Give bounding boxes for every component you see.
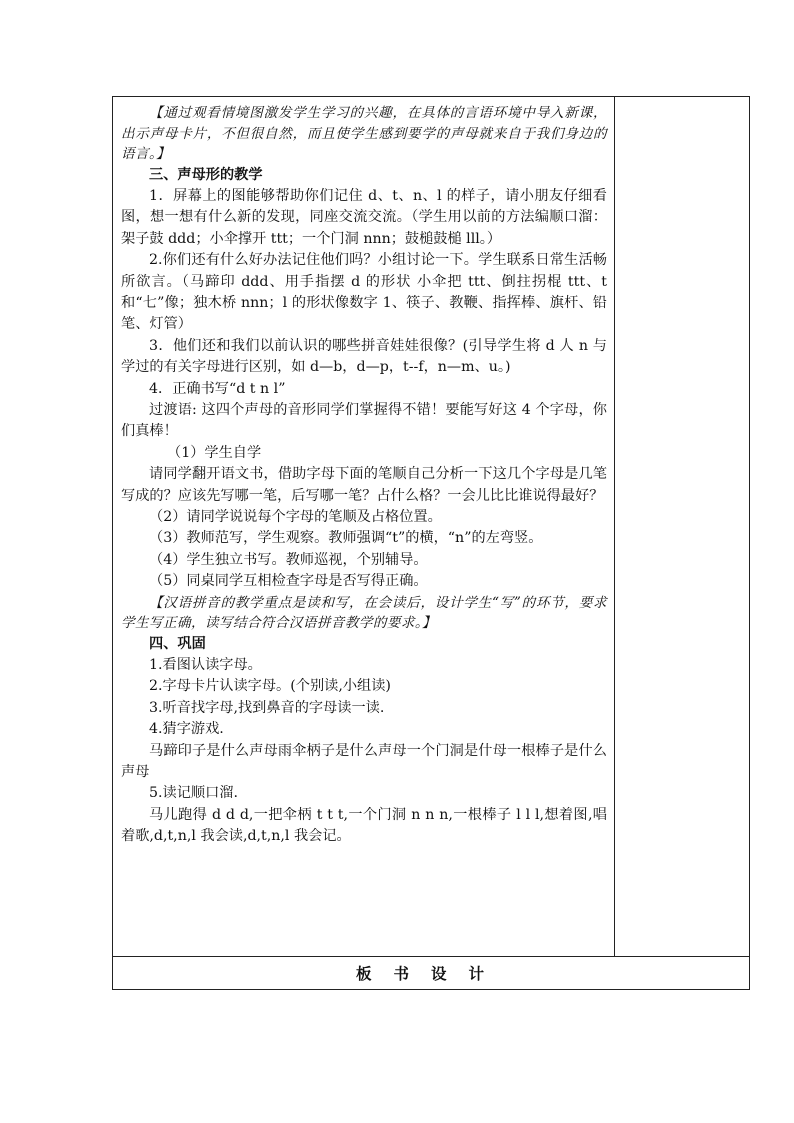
design-note-1: 【通过观看情境图激发学生学习的兴趣，在具体的言语环境中导入新课，出示声母卡片，不但很自然，而且使学生感到要学的声母就来自于我们身边的语言。】: [121, 105, 607, 162]
sub-item-3: （3）教师范写，学生观察。教师强调“t”的横，“n”的左弯竖。: [149, 530, 543, 547]
item-2: 2.你们还有什么好办法记住他们吗？小组讨论一下。学生联系日常生活畅所欲言。（马蹄印 ddd、用手指摆 d 的形状 小伞把 ttt、倒拄拐棍 ttt、t 和“七”像；独木桥 nnn；l 的形状像数字 1、筷子、教鞭、指挥棒、旗杆、铅笔、灯管）: [121, 252, 607, 333]
section-4-heading: 四、巩固: [149, 635, 206, 652]
design-note-2: 【汉语拼音的教学重点是读和写，在会读后，设计学生“写”的环节，要求学生写正确，读写结合符合汉语拼音教学的要求。】: [121, 594, 607, 632]
sub-item-2: （2）请同学说说每个字母的笔顺及占格位置。: [149, 509, 442, 525]
riddle-text: 马蹄印子是什么声母雨伞柄子是什么声母一个门洞是什母一根棒子是什么声母: [121, 742, 607, 781]
consolidate-item-5: 5.读记顺口溜.: [149, 785, 238, 802]
transition-text: 过渡语: 这四个声母的音形同学们掌握得不错！要能写好这 4 个字母，你们真棒！: [121, 401, 607, 440]
consolidate-item-3: 3.听音找字母,找到鼻音的字母读一读.: [149, 699, 385, 716]
consolidate-item-4: 4.猜字游戏.: [149, 721, 224, 738]
content-row: [113, 97, 750, 957]
board-design-row: [113, 957, 750, 990]
item-1: 1．屏幕上的图能够帮助你们记住 d、t、n、l 的样子，请小朋友仔细看图，想一想有什么新的发现，同座交流交流。（学生用以前的方法编顺口溜：架子鼓 ddd；小伞撑开 ttt；一个门洞 nnn；鼓槌鼓槌 lll。）: [121, 187, 607, 247]
consolidate-item-2: 2.字母卡片认读字母。(个别读,小组读): [149, 678, 391, 695]
item-3: 3．他们还和我们以前认识的哪些拼音娃娃很像？(引导学生将 d 人 n 与学过的有关字母进行区别，如 d—b，d—p，t--f，n—m、u。): [121, 337, 607, 376]
consolidate-item-1: 1.看图认读字母。: [149, 657, 262, 674]
main-content-cell: [113, 97, 615, 957]
section-3-heading: 三、声母形的教学: [149, 166, 263, 183]
sub-item-1-text: 请同学翻开语文书，借助字母下面的笔顺自己分析一下这几个字母是几笔写成的？应该先写哪一笔，后写哪一笔？占什么格？一会儿比比谁说得最好？: [121, 466, 607, 504]
board-design-cell: [113, 957, 750, 990]
sub-item-4: （4）学生独立书写。教师巡视，个别辅导。: [149, 551, 428, 568]
item-4: 4．正确书写“d t n l”: [149, 380, 286, 397]
notes-column-cell: [615, 97, 750, 957]
sub-item-1-title: （1）学生自学: [167, 444, 262, 461]
sub-item-5: （5）同桌同学互相检查字母是否写得正确。: [149, 573, 428, 590]
lesson-plan-table: [112, 96, 750, 990]
board-design-title: 板书设计: [355, 964, 506, 983]
rhyme-text: 马儿跑得 d d d,一把伞柄 t t t,一个门洞 n n n,一根棒子 l l l,想着图,唱着歌,d,t,n,l 我会读,d,t,n,l 我会记。: [121, 806, 607, 845]
